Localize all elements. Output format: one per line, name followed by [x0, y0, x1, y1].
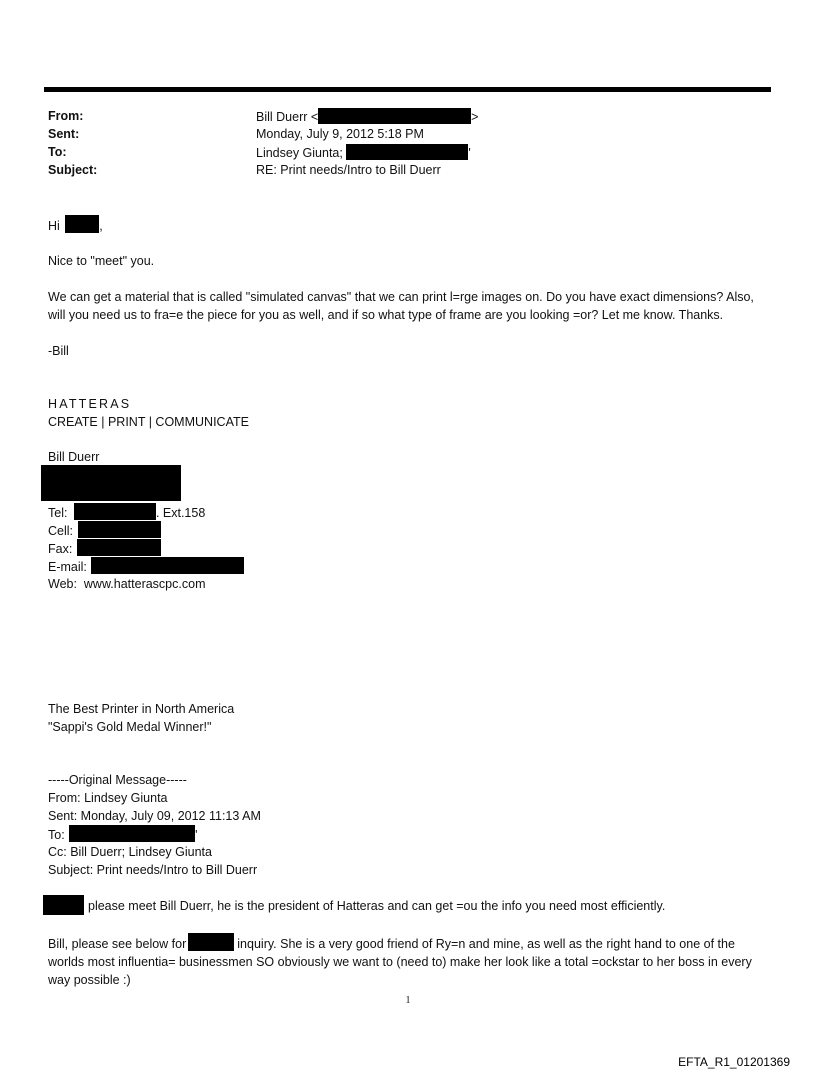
- original-from: From: Lindsey Giunta: [48, 791, 168, 805]
- body-signoff: -Bill: [48, 344, 69, 358]
- web-label: Web:: [48, 577, 77, 591]
- original-paragraph: [48, 933, 763, 989]
- from-name: Bill Duerr <: [256, 110, 319, 124]
- original-subject: Subject: Print needs/Intro to Bill Duerr: [48, 863, 258, 877]
- tel-label: Tel:: [48, 506, 68, 520]
- original-to-label: To:: [48, 828, 65, 842]
- signature-tel-row: [48, 503, 205, 522]
- redaction-block: [41, 465, 181, 501]
- redaction-block: [74, 503, 156, 520]
- subject-label: Subject:: [48, 163, 98, 177]
- original-to-tail: ': [195, 828, 198, 842]
- original-para-a: Bill, please see below for: [48, 937, 187, 951]
- redaction-block: [69, 825, 198, 842]
- signature-slogan-1: The Best Printer in North America: [48, 702, 235, 716]
- page-number: 1: [405, 995, 411, 1006]
- signature-email-row: [48, 557, 244, 576]
- body-paragraph-1: We can get a material that is called "simulated canvas" that we can print l=rge images on. Do you have exact dimensions? Also, will you need us to fra=e the piece for you as well, and if so what type of frame are you looking =or? Let me know. Thanks.: [48, 290, 754, 322]
- signature-cell-row: [48, 521, 161, 540]
- original-cc: Cc: Bill Duerr; Lindsey Giunta: [48, 845, 212, 859]
- redaction-block: [346, 144, 471, 160]
- to-name: Lindsey Giunta;: [256, 146, 343, 160]
- greeting: Hi: [48, 219, 60, 233]
- subject-value: RE: Print needs/Intro to Bill Duerr: [256, 163, 441, 177]
- web-link[interactable]: www.hatterascpc.com: [83, 577, 206, 591]
- sent-value: Monday, July 9, 2012 5:18 PM: [256, 127, 424, 141]
- redaction-block: [318, 108, 471, 124]
- header-rule: [44, 87, 771, 92]
- to-value: [256, 144, 471, 162]
- original-intro: please meet Bill Duerr, he is the president of Hatteras and can get =ou the info you need most efficiently.: [88, 899, 666, 913]
- redaction-block: [77, 539, 161, 556]
- redaction-block: [78, 521, 161, 538]
- signature-name: Bill Duerr: [48, 450, 100, 464]
- original-para-b: inquiry. She is a very good friend of Ry=n and mine, as well as the right hand to one of the worlds most influentia= businessmen SO obviously we want to (need to) make her look like a total =ockstar to her boss in every way possible :): [48, 937, 752, 987]
- redaction-block: [43, 895, 84, 915]
- greeting-line: [48, 215, 103, 235]
- signature-slogan-2: "Sappi's Gold Medal Winner!": [48, 720, 212, 734]
- from-label: From:: [48, 109, 84, 123]
- fax-label: Fax:: [48, 542, 73, 556]
- sent-label: Sent:: [48, 127, 80, 141]
- redaction-block: [188, 933, 234, 951]
- email-label: E-mail:: [48, 560, 87, 574]
- original-divider: -----Original Message-----: [48, 773, 187, 787]
- cell-label: Cell:: [48, 524, 74, 538]
- signature-web-row: [48, 575, 205, 593]
- signature-tagline: CREATE | PRINT | COMMUNICATE: [48, 415, 249, 429]
- from-value: [256, 108, 478, 126]
- to-label: To:: [48, 145, 67, 159]
- tel-ext: . Ext.158: [155, 506, 206, 520]
- document-id: EFTA_R1_01201369: [678, 1055, 790, 1069]
- signature-fax-row: [48, 539, 161, 558]
- redaction-block: [65, 215, 99, 233]
- original-to-row: [48, 825, 198, 844]
- signature-company: HATTERAS: [48, 397, 132, 411]
- original-sent: Sent: Monday, July 09, 2012 11:13 AM: [48, 809, 261, 823]
- body-line-1: Nice to "meet" you.: [48, 254, 155, 268]
- redaction-block: [91, 557, 244, 574]
- from-close: >: [471, 110, 479, 124]
- greeting-tail: ,: [99, 219, 103, 233]
- to-tail: ': [468, 146, 471, 160]
